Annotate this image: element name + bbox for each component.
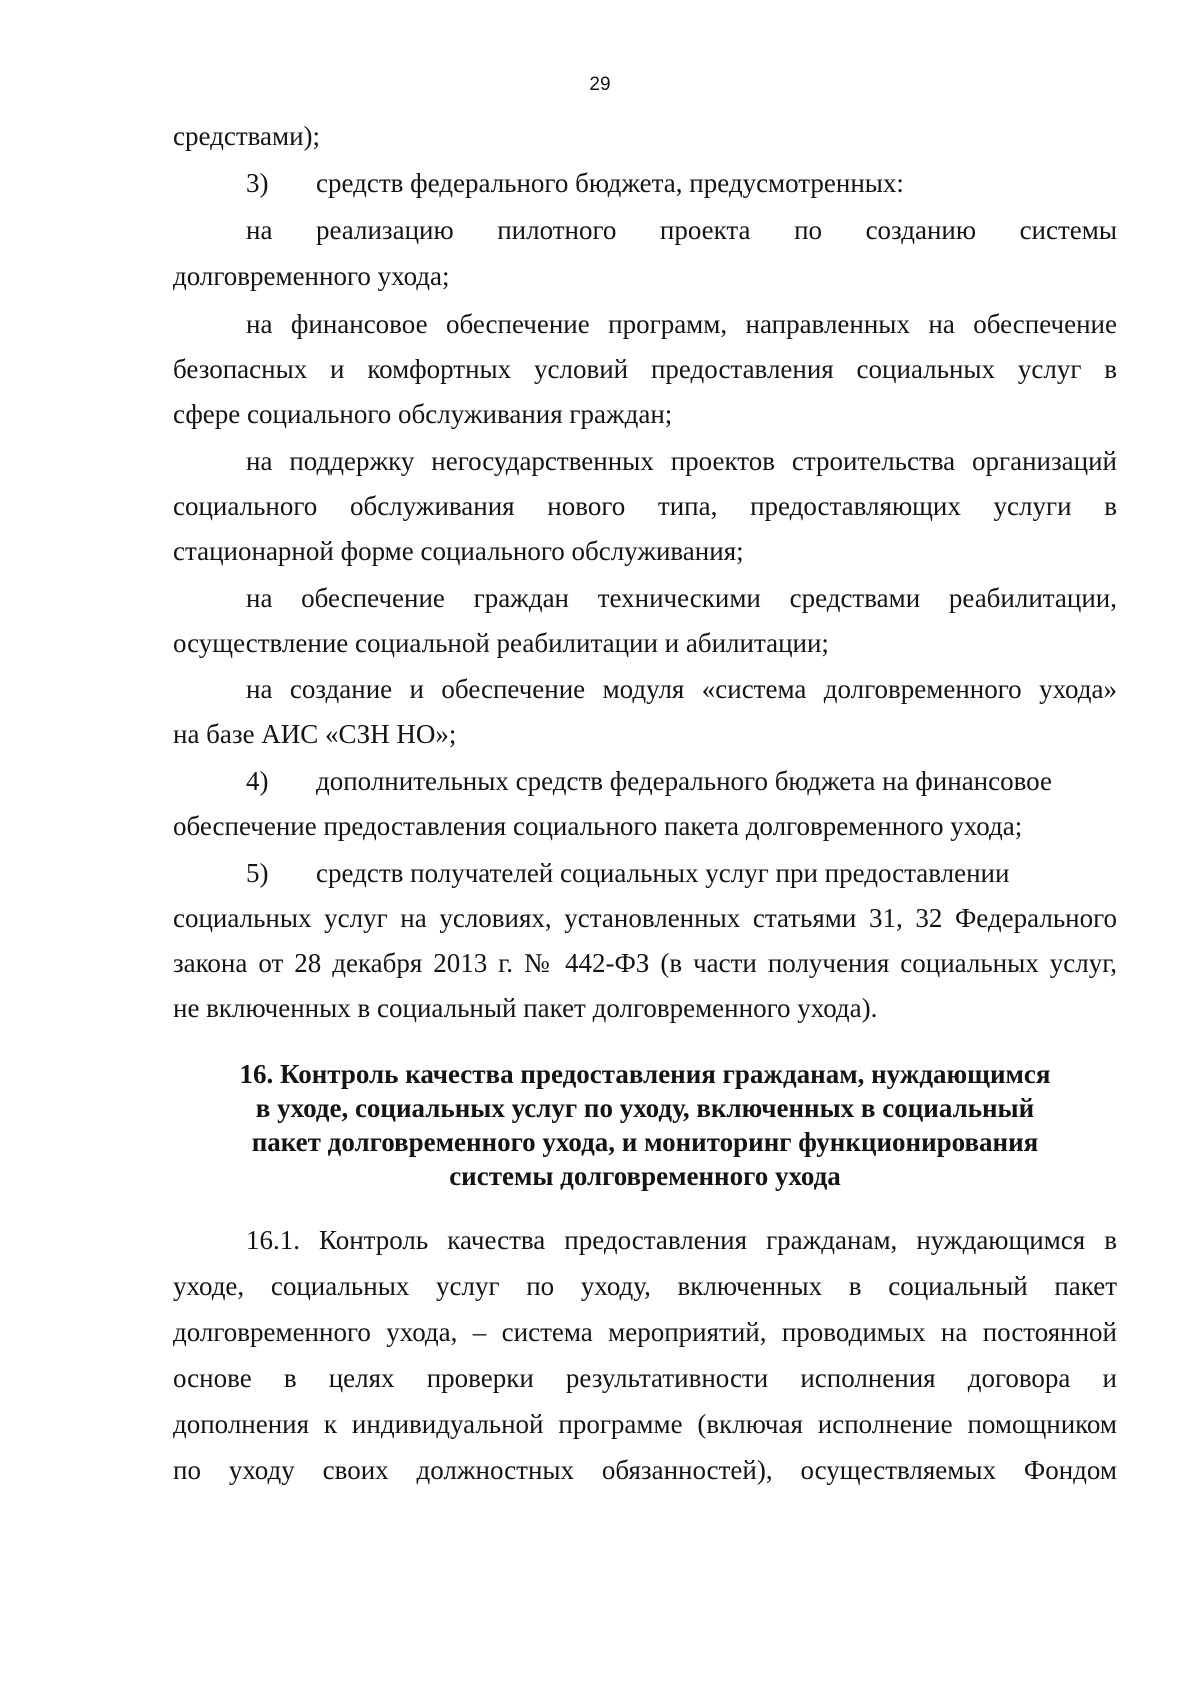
body-line: стационарной форме социального обслуживания; — [173, 536, 744, 566]
body-line: на финансовое обеспечение программ, направленных на обеспечение — [246, 309, 1117, 339]
body-line: на создание и обеспечение модуля «система долговременного ухода» — [246, 674, 1117, 704]
section-line: по уходу своих должностных обязанностей), осуществляемых Фондом — [173, 1455, 1117, 1485]
section-line: дополнения к индивидуальной программе (включая исполнение помощником — [173, 1409, 1117, 1439]
list-text: средств получателей социальных услуг при предоставлении — [316, 858, 1010, 888]
body-line: на обеспечение граждан техническими средствами реабилитации, — [246, 583, 1117, 613]
list-number: 5) — [246, 858, 269, 888]
section-heading-line: пакет долговременного ухода, и мониторинг функционирования — [251, 1127, 1039, 1157]
section-line: основе в целях проверки результативности исполнения договора и — [173, 1363, 1117, 1393]
body-line: на базе АИС «СЗН НО»; — [173, 719, 457, 749]
section-line: уходе, социальных услуг по уходу, включенных в социальный пакет — [173, 1271, 1117, 1301]
body-line: социальных услуг на условиях, установленных статьями 31, 32 Федерального — [173, 903, 1117, 933]
body-line: на поддержку негосударственных проектов строительства организаций — [246, 446, 1117, 476]
body-line: закона от 28 декабря 2013 г. № 442-ФЗ (в части получения социальных услуг, — [173, 948, 1117, 978]
body-line: сфере социального обслуживания граждан; — [173, 399, 673, 429]
page-number: 29 — [589, 74, 611, 95]
section-heading-line: в уходе, социальных услуг по уходу, включенных в социальный — [255, 1093, 1035, 1123]
body-line: обеспечение предоставления социального пакета долговременного ухода; — [173, 811, 1023, 841]
body-line: осуществление социальной реабилитации и абилитации; — [173, 628, 829, 658]
section-line: 16.1. Контроль качества предоставления гражданам, нуждающимся в — [246, 1225, 1117, 1255]
list-text: средств федерального бюджета, предусмотренных: — [316, 168, 904, 198]
section-heading-line: 16. Контроль качества предоставления гражданам, нуждающимся — [239, 1059, 1051, 1089]
list-item-5 — [246, 857, 1117, 889]
list-text: дополнительных средств федерального бюджета на финансовое — [316, 766, 1052, 796]
list-number: 4) — [246, 766, 269, 796]
body-line: средствами); — [173, 121, 321, 151]
body-line: безопасных и комфортных условий предоставления социальных услуг в — [173, 354, 1117, 384]
body-line: социального обслуживания нового типа, предоставляющих услуги в — [173, 491, 1117, 521]
list-number: 3) — [246, 168, 269, 198]
body-line: долговременного ухода; — [173, 261, 450, 291]
section-heading-line: системы долговременного ухода — [449, 1161, 841, 1191]
body-line: не включенных в социальный пакет долговременного ухода). — [173, 993, 878, 1023]
list-item-4 — [246, 765, 1117, 797]
section-line: долговременного ухода, – система мероприятий, проводимых на постоянной — [173, 1317, 1117, 1347]
list-item-3 — [246, 167, 1117, 199]
body-line: на реализацию пилотного проекта по созданию системы — [246, 215, 1117, 245]
